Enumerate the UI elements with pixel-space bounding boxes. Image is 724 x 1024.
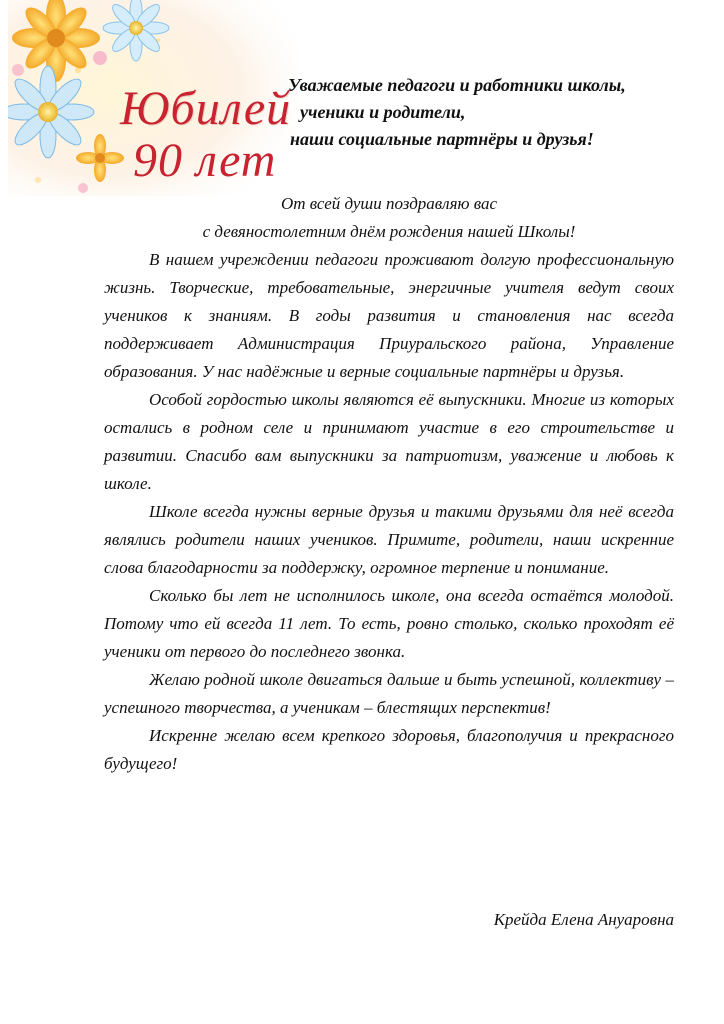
jubilee-years: 90 лет (133, 134, 277, 187)
jubilee-banner (8, 0, 298, 196)
paragraph-support: В нашем учреждении педагоги проживают долгую профессиональную жизнь. Творческие, требовательные, энергичные учителя ведут своих учеников к знаниям. В годы развития и становления нас всегда поддерживает Администрация Приуральского района, Управление образования. У нас надёжные и верные социальные партнёры и друзья. (104, 250, 674, 381)
jubilee-title: Юбилей (120, 82, 292, 135)
greeting-heading (280, 72, 710, 153)
intro-line-2: с девяностолетним днём рождения нашей Школы! (202, 222, 576, 241)
paragraph-wishes: Желаю родной школе двигаться дальше и быть успешной, коллективу – успешного творчества, а ученикам – блестящих перспектив! (104, 670, 674, 717)
paragraph-graduates: Особой гордостью школы являются её выпускники. Многие из которых остались в родном селе и принимают участие в его строительстве и развитии. Спасибо вам выпускники за патриотизм, уважение и любовь к школе. (104, 390, 674, 493)
paragraph-parents: Школе всегда нужны верные друзья и такими друзьями для неё всегда являлись родители наших учеников. Примите, родители, наши искренние слова благодарности за поддержку, огромное терпение и понимание. (104, 502, 674, 577)
signature: Крейда Елена Ануаровна (493, 910, 674, 929)
paragraph-health: Искренне желаю всем крепкого здоровья, благополучия и прекрасного будущего! (104, 726, 674, 773)
greeting-line-2: ученики и родители, (300, 102, 466, 122)
letter-body (104, 190, 674, 778)
greeting-line-3: наши социальные партнёры и друзья! (290, 129, 594, 149)
paragraph-forever-young: Сколько бы лет не исполнилось школе, она всегда остаётся молодой. Потому что ей всегда 11 лет. То есть, ровно столько, сколько проходят её ученики от первого до последнего звонка. (104, 586, 674, 661)
greeting-line-1: Уважаемые педагоги и работники школы, (288, 75, 626, 95)
intro-line-1: От всей души поздравляю вас (280, 194, 498, 213)
